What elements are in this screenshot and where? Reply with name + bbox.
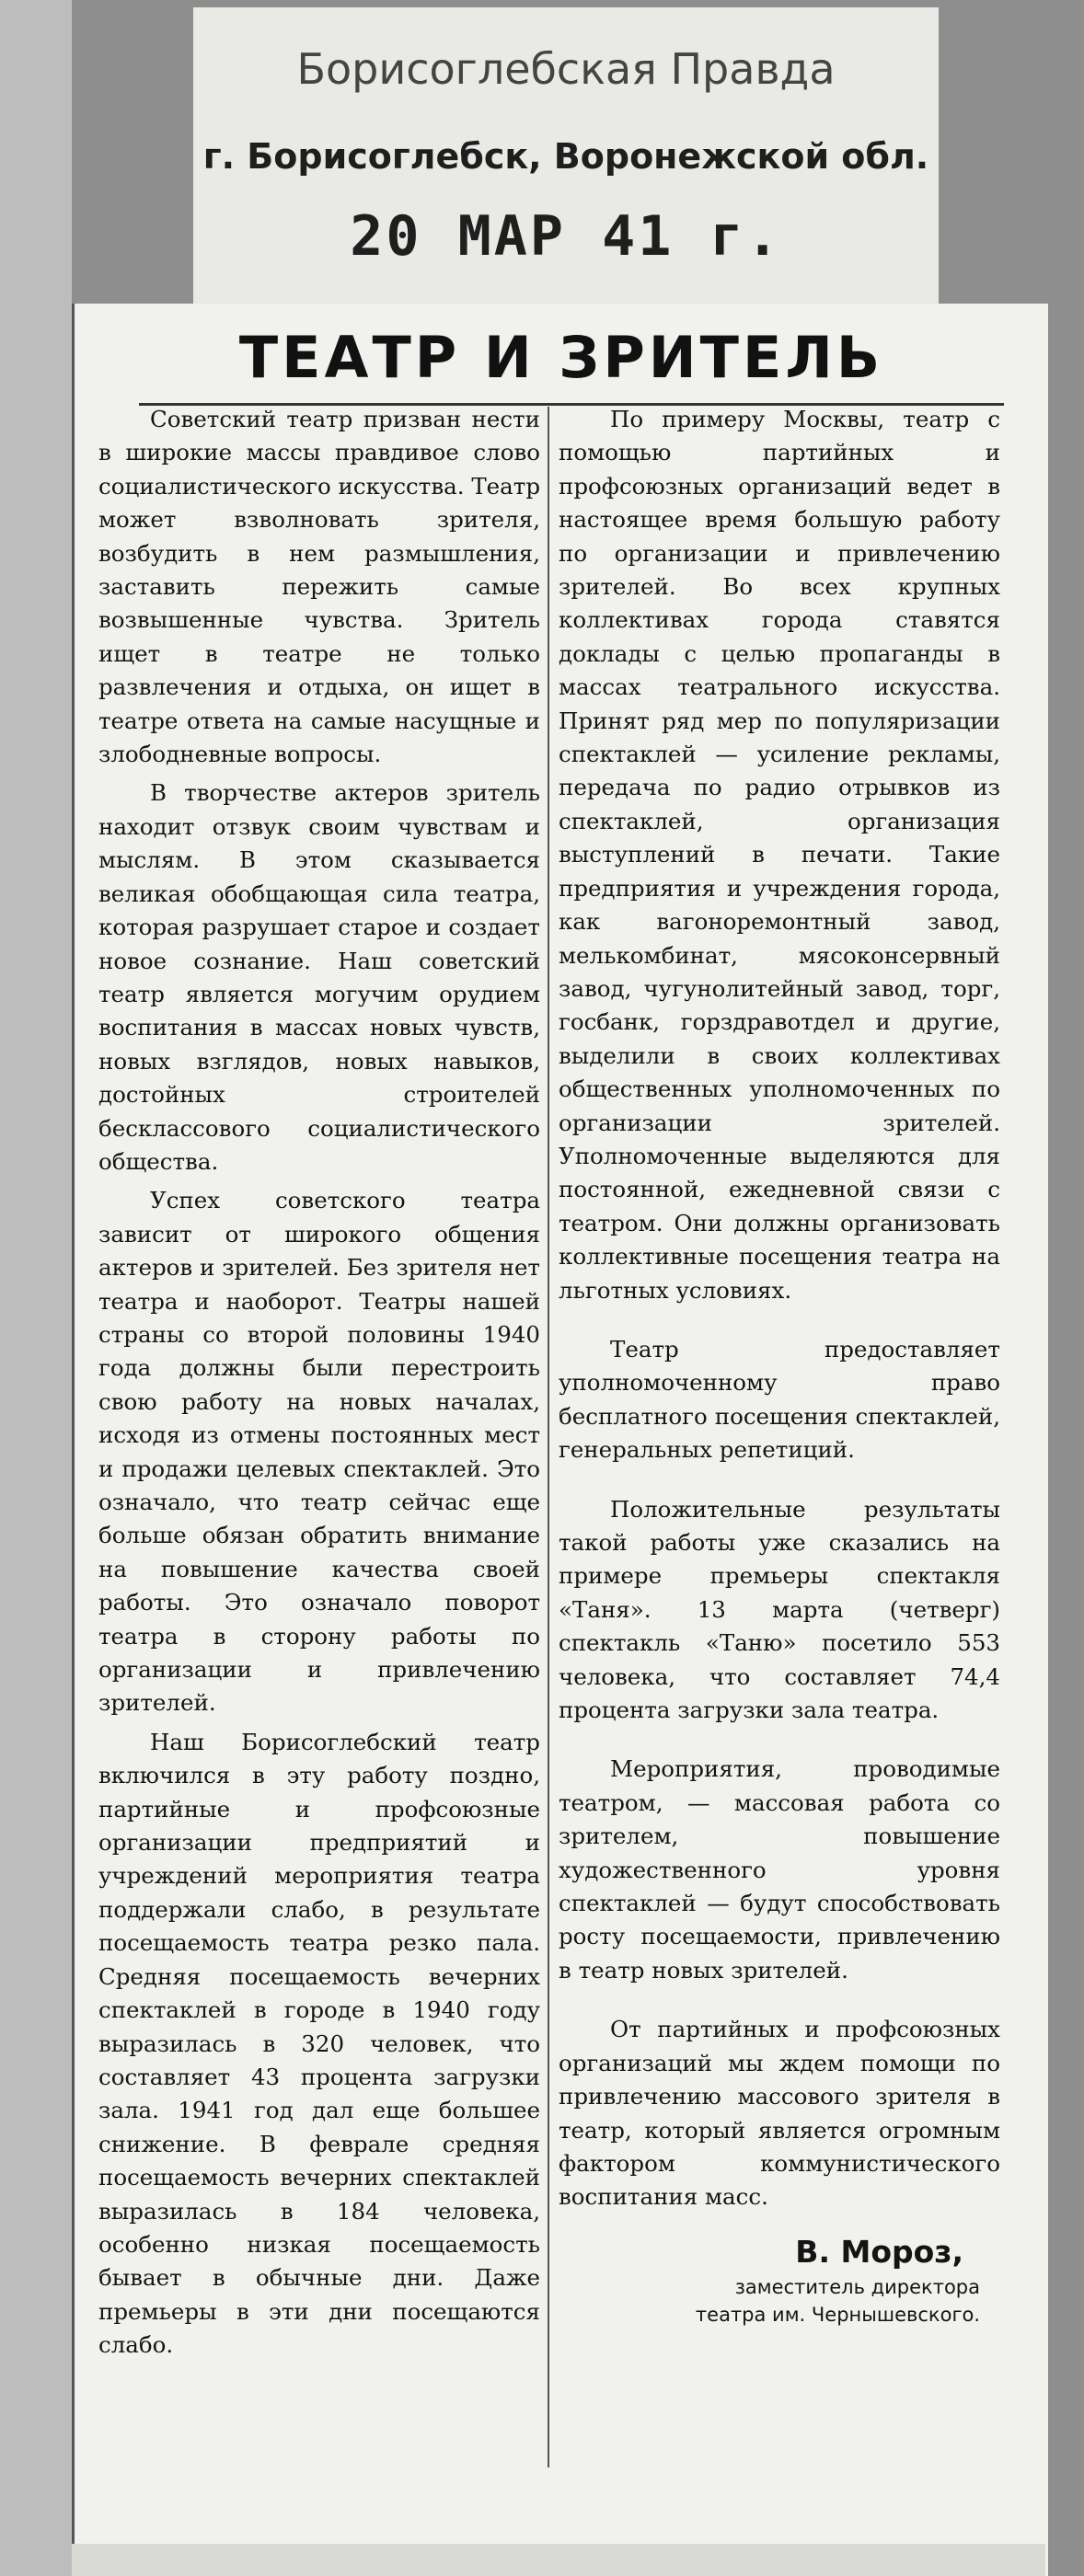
background-left [0, 0, 72, 2576]
column-divider [548, 407, 549, 2467]
clipping-stamp [193, 7, 939, 304]
stamp-city: г. Борисоглебск, Воронежской обл. [202, 136, 929, 177]
stamp-newspaper-name: Борисоглебская Правда [296, 44, 836, 94]
newspaper-clipping [72, 304, 1048, 2576]
paragraph: По примеру Москвы, театр с помощью партийных и профсоюзных организаций ведет в настоящее время большую работу по организации и привлечению зрителей. Во всех крупных коллективах города ставятся доклады с целью пропаганды в массах театрального искусства. Принят ряд мер по популяризации спектаклей — усиление рекламы, передача по радио отрывков из спектаклей, организация выступлений в печати. Такие предприятия и учреждения города, как вагоноремонтный завод, мелькомбинат, мясоконсервный завод, чугунолитейный завод, торг, госбанк, горздравотдел и другие, выделили в своих коллективах общественных уполномоченных по организации зрителей. Уполномоченные выделяются для постоянной, ежедневной связи с театром. Они должны организовать коллективные посещения театра на льготных условиях. [559, 406, 1000, 1304]
paragraph: Положительные результаты такой работы уже сказались на примере премьеры спектакля «Таня». 13 марта (четверг) спектакль «Таню» посетило 553 человека, что составляет 74,4 процента загрузки зала театра. [559, 1495, 1000, 1724]
author-organization: театра им. Чернышевского. [695, 2303, 980, 2326]
paragraph: От партийных и профсоюзных организаций мы ждем помощи по привлечению массового зрителя в театр, который является огромным фактором коммунистического воспитания масс. [559, 2016, 1000, 2211]
paragraph: Наш Борисоглебский театр включился в эту работу поздно, партийные и профсоюзные организации предприятий и учреждений мероприятия театра поддержали слабо, в результате посещаемость театра резко пала. Средняя посещаемость вечерних спектаклей в городе в 1940 году выразилась в 320 человек, что составляет 43 процента загрузки зала. 1941 год дал еще большее снижение. В феврале средняя посещаемость вечерних спектаклей выразилась в 184 человека, особенно низкая посещаемость бывает в обычные дни. Даже премьеры в эти дни посещаются слабо. [98, 1728, 540, 2359]
article-title: ТЕАТР И ЗРИТЕЛЬ [238, 324, 884, 391]
right-column [559, 403, 1000, 2329]
left-column [98, 403, 540, 2363]
author-name: В. Мороз, [795, 2233, 963, 2270]
paragraph: Советский театр призван нести в широкие массы правдивое слово социалистического искусства. Театр может взволновать зрителя, возбудить в нем размышления, заставить пережить самые возвышенные чувства. Зритель ищет в театре не только развлечения и отдыха, он ищет в театре ответа на самые насущные и злободневные вопросы. [98, 406, 540, 768]
paragraph: В творчестве актеров зритель находит отзвук своим чувствам и мыслям. В этом сказывается великая обобщающая сила театра, которая разрушает старое и создает новое сознание. Наш советский театр является могучим орудием воспитания в массах новых чувств, новых взглядов, новых навыков, достойных строителей бесклассового социалистического общества. [98, 779, 540, 1175]
stamp-date: 20 МАР 41 г. [350, 204, 782, 269]
paragraph: Театр предоставляет уполномоченному право бесплатного посещения спектаклей, генеральных репетиций. [559, 1335, 1000, 1464]
paragraph: Мероприятия, проводимые театром, — массовая работа со зрителем, повышение художественного уровня спектаклей — будут способствовать росту посещаемости, привлечению в театр новых зрителей. [559, 1755, 1000, 1984]
signature [559, 2231, 1000, 2329]
author-position: заместитель директора [734, 2275, 980, 2298]
paragraph: Успех советского театра зависит от широкого общения актеров и зрителей. Без зрителя нет театра и наоборот. Театры нашей страны со второй половины 1940 года должны были перестроить свою работу на новых началах, исходя из отмены постоянных мест и продажи целевых спектаклей. Это означало, что театр сейчас еще больше обязан обратить внимание на повышение качества своей работы. Это означало поворот театра в сторону работы по организации и привлечению зрителей. [98, 1187, 540, 1717]
bottom-strip [72, 2544, 1045, 2576]
